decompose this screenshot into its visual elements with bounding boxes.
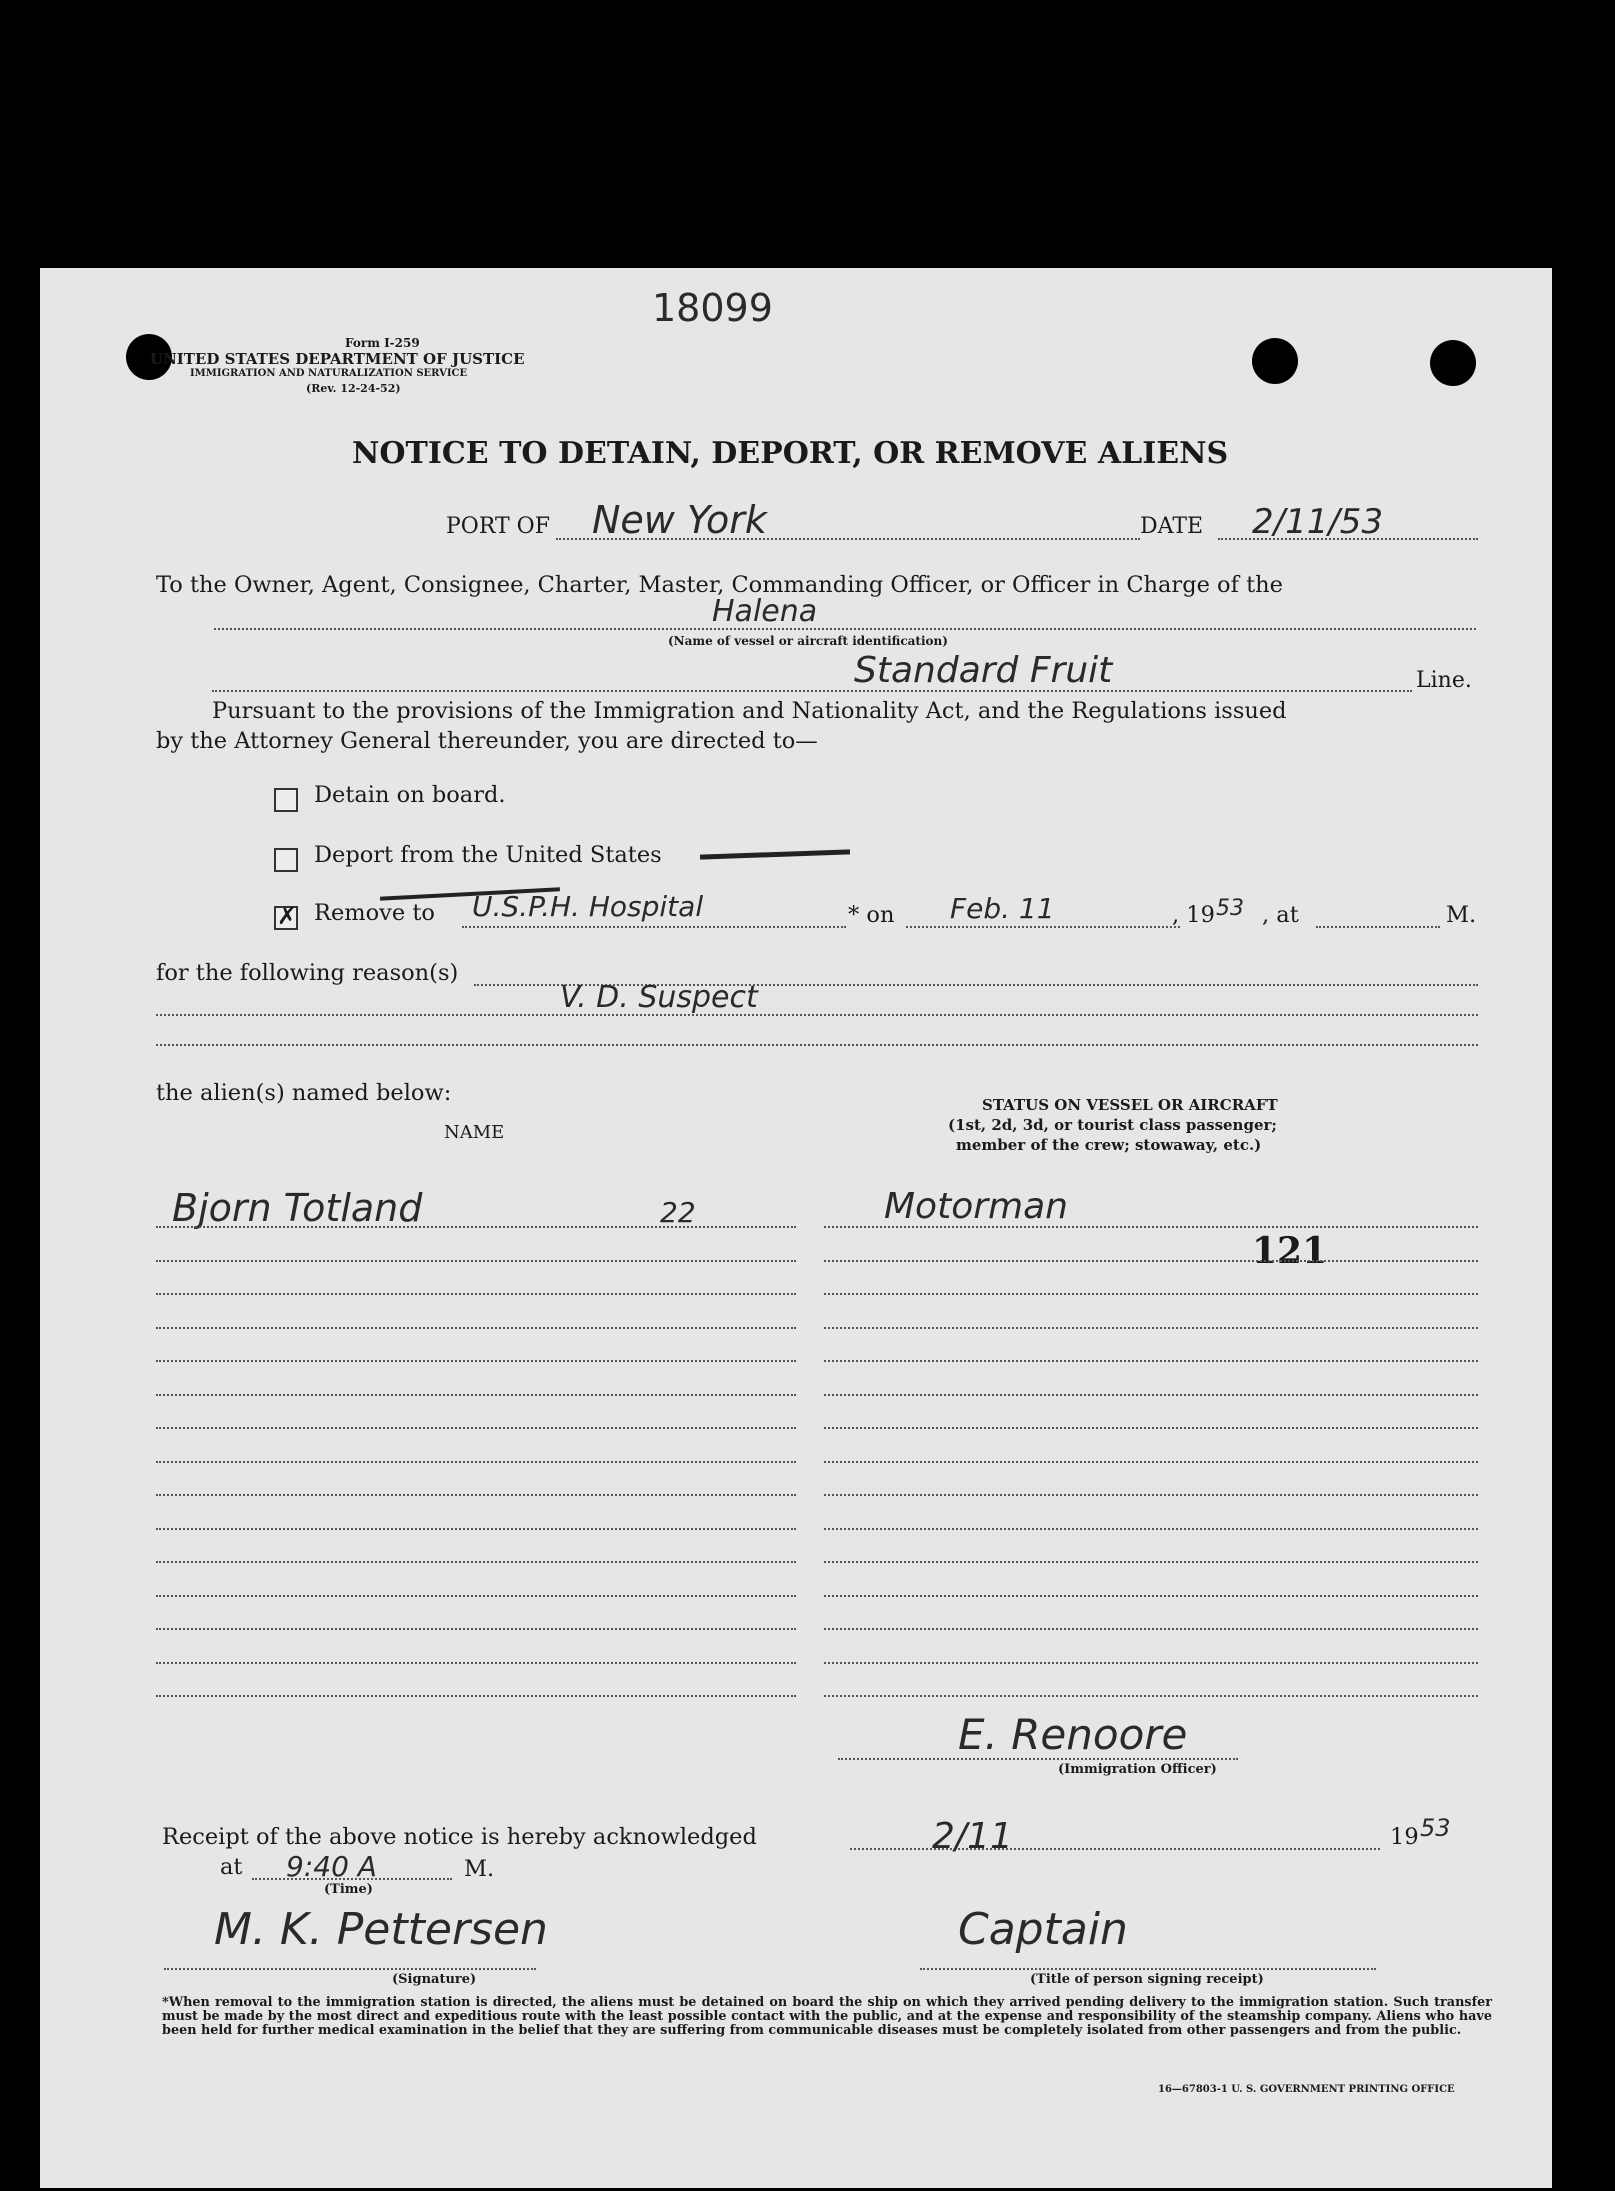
deport-label: Deport from the United States bbox=[314, 842, 662, 868]
receipt-signature: M. K. Pettersen bbox=[214, 1904, 548, 1955]
status-rule bbox=[824, 1394, 1478, 1396]
punch-hole bbox=[1252, 338, 1298, 384]
name-rule bbox=[156, 1662, 796, 1664]
agency-line2: IMMIGRATION AND NATURALIZATION SERVICE bbox=[190, 368, 468, 379]
port-label: PORT OF bbox=[446, 514, 550, 539]
time-line bbox=[1316, 926, 1440, 928]
receipt-year-prefix: 19 bbox=[1390, 1824, 1419, 1850]
status-rule bbox=[824, 1293, 1478, 1295]
vessel-caption: (Name of vessel or aircraft identification) bbox=[668, 634, 948, 648]
destination-line bbox=[462, 926, 846, 928]
remove-checkbox[interactable] bbox=[274, 902, 298, 930]
reason-value: V. D. Suspect bbox=[560, 980, 758, 1015]
name-rule bbox=[156, 1226, 796, 1228]
m-label: M. bbox=[1446, 902, 1477, 928]
receipt-title-line bbox=[920, 1968, 1376, 1970]
name-rule bbox=[156, 1360, 796, 1362]
receipt-m-label: M. bbox=[464, 1856, 495, 1882]
page-title: NOTICE TO DETAIN, DEPORT, OR REMOVE ALIENS bbox=[352, 436, 1229, 471]
vessel-value: Halena bbox=[712, 594, 818, 629]
title-caption: (Title of person signing receipt) bbox=[1030, 1972, 1264, 1987]
status-sub2: member of the crew; stowaway, etc.) bbox=[956, 1136, 1262, 1154]
reason-line3 bbox=[156, 1044, 1478, 1046]
footnote: *When removal to the immigration station is directed, the aliens must be detained on board the ship on which they arrived pending delivery to the immigration station. Such transfer must be made by the most direct and expeditious route with the least possible contact with the public, and at the expense and responsibility of the steamship company. Aliens who have been held for further medical examination in the belief that they are suffering from communicable diseases must be completely isolated from other passengers and from the public. bbox=[162, 1995, 1492, 2038]
name-rule bbox=[156, 1561, 796, 1563]
status-rule bbox=[824, 1327, 1478, 1329]
form-number: Form I-259 bbox=[345, 336, 420, 350]
reason-line2 bbox=[156, 1014, 1478, 1016]
receipt-text: Receipt of the above notice is hereby acknowledged bbox=[162, 1824, 757, 1850]
signature-caption: (Signature) bbox=[392, 1972, 477, 1987]
remove-label: Remove to bbox=[314, 900, 435, 926]
receipt-time: 9:40 A bbox=[286, 1850, 377, 1883]
officer-signature: E. Renoore bbox=[958, 1710, 1188, 1759]
directive-line2: by the Attorney General thereunder, you are directed to— bbox=[156, 728, 818, 754]
status-rule bbox=[824, 1226, 1478, 1228]
status-rule bbox=[824, 1461, 1478, 1463]
revision: (Rev. 12-24-52) bbox=[306, 382, 401, 395]
officer-line bbox=[838, 1758, 1238, 1760]
alien-age: 22 bbox=[660, 1196, 696, 1229]
deport-checkbox[interactable] bbox=[274, 848, 298, 872]
status-header: STATUS ON VESSEL OR AIRCRAFT bbox=[982, 1096, 1278, 1114]
status-sub1: (1st, 2d, 3d, or tourist class passenger; bbox=[948, 1116, 1277, 1134]
punch-hole bbox=[1430, 340, 1476, 386]
name-rule bbox=[156, 1461, 796, 1463]
status-rule bbox=[824, 1494, 1478, 1496]
date-value: 2/11/53 bbox=[1252, 502, 1384, 542]
on-value: Feb. 11 bbox=[950, 892, 1055, 925]
name-header: NAME bbox=[444, 1122, 505, 1143]
alien-status: Motorman bbox=[884, 1186, 1068, 1227]
file-number: 18099 bbox=[652, 286, 773, 330]
name-rule bbox=[156, 1695, 796, 1697]
agency-line1: UNITED STATES DEPARTMENT OF JUSTICE bbox=[150, 350, 525, 368]
name-rule bbox=[156, 1628, 796, 1630]
name-rule bbox=[156, 1427, 796, 1429]
name-rule bbox=[156, 1595, 796, 1597]
name-rule bbox=[156, 1394, 796, 1396]
detain-label: Detain on board. bbox=[314, 782, 506, 808]
port-value: New York bbox=[592, 498, 767, 542]
aliens-label: the alien(s) named below: bbox=[156, 1080, 452, 1106]
at-label: , at bbox=[1262, 902, 1299, 928]
name-rule bbox=[156, 1528, 796, 1530]
receipt-year: 53 bbox=[1420, 1814, 1451, 1842]
status-rule bbox=[824, 1360, 1478, 1362]
line-underline bbox=[212, 690, 1412, 692]
receipt-title: Captain bbox=[958, 1904, 1128, 1955]
line-label: Line. bbox=[1416, 668, 1472, 693]
status-rule bbox=[824, 1662, 1478, 1664]
printer-line: 16—67803-1 U. S. GOVERNMENT PRINTING OFFICE bbox=[1158, 2084, 1455, 2095]
status-rule bbox=[824, 1595, 1478, 1597]
on-label: * on bbox=[848, 902, 895, 928]
line-value: Standard Fruit bbox=[854, 650, 1113, 691]
name-rule bbox=[156, 1327, 796, 1329]
status-rule bbox=[824, 1628, 1478, 1630]
status-rule bbox=[824, 1561, 1478, 1563]
status-rule bbox=[824, 1427, 1478, 1429]
checkmark-icon: ✗ bbox=[277, 902, 298, 930]
status-rule bbox=[824, 1695, 1478, 1697]
date-label: DATE bbox=[1140, 514, 1204, 539]
alien-name: Bjorn Totland bbox=[172, 1186, 423, 1230]
receipt-signature-line bbox=[164, 1968, 536, 1970]
name-rule bbox=[156, 1293, 796, 1295]
addressee-text: To the Owner, Agent, Consignee, Charter, Master, Commanding Officer, or Officer in Charge of the bbox=[156, 572, 1283, 598]
destination-value: U.S.P.H. Hospital bbox=[472, 890, 704, 923]
stamp-number: 121 bbox=[1252, 1230, 1328, 1272]
vessel-line bbox=[214, 628, 1476, 630]
reason-label: for the following reason(s) bbox=[156, 960, 459, 986]
year-value: 53 bbox=[1216, 896, 1244, 921]
on-line bbox=[906, 926, 1180, 928]
name-rule bbox=[156, 1260, 796, 1262]
name-rule bbox=[156, 1494, 796, 1496]
time-caption: (Time) bbox=[324, 1882, 373, 1897]
status-rule bbox=[824, 1528, 1478, 1530]
detain-checkbox[interactable] bbox=[274, 788, 298, 812]
officer-caption: (Immigration Officer) bbox=[1058, 1762, 1217, 1777]
receipt-at-label: at bbox=[220, 1854, 243, 1880]
year-prefix: , 19 bbox=[1172, 902, 1215, 928]
receipt-date-line bbox=[850, 1848, 1380, 1850]
receipt-date: 2/11 bbox=[932, 1816, 1013, 1857]
status-rule bbox=[824, 1260, 1478, 1262]
directive-line1: Pursuant to the provisions of the Immigration and Nationality Act, and the Regulations issued bbox=[212, 698, 1287, 724]
